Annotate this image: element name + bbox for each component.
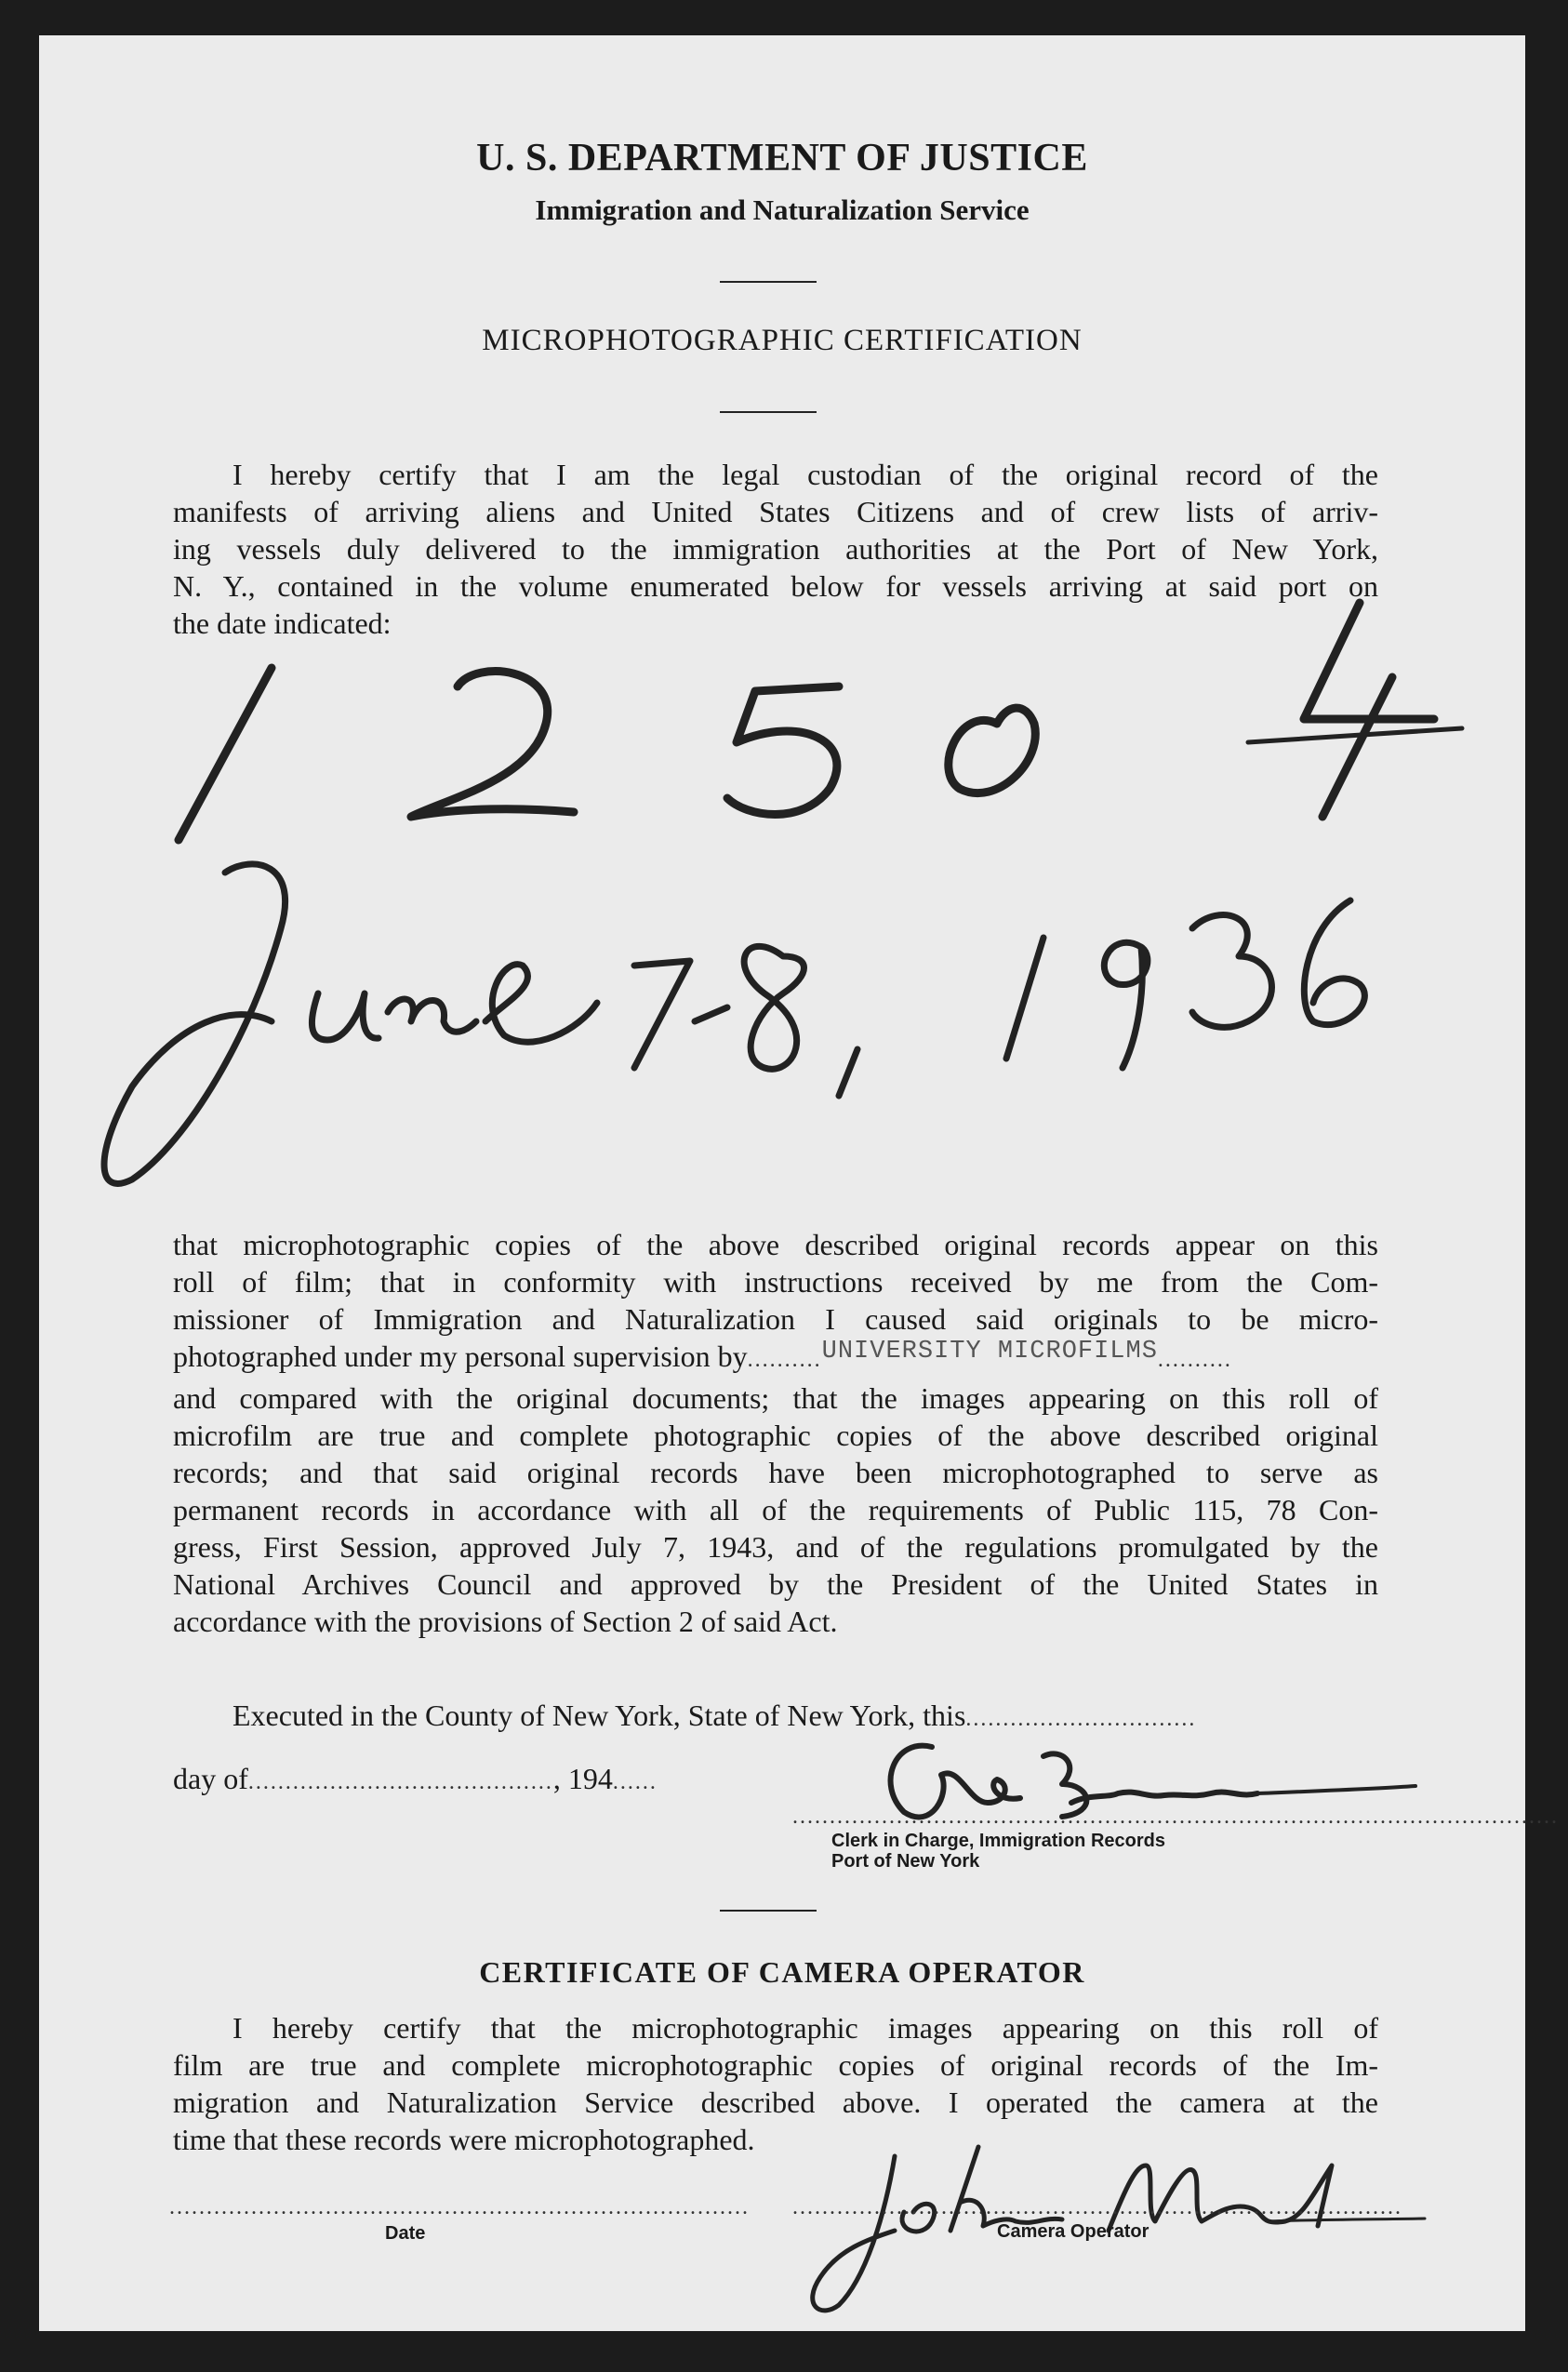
handwritten-entry (39, 35, 1525, 1245)
divider (720, 1910, 817, 1912)
operator-line: migration and Naturalization Service described above. I operated the camera at the (173, 2085, 1378, 2119)
intro-line: manifests of arriving aliens and United States Citizens and of crew lists of arriv- (173, 495, 1378, 528)
operator-line: time that these records were microphotographed. (173, 2123, 755, 2156)
clerk-title-line: Clerk in Charge, Immigration Records (831, 1831, 1165, 1851)
body-line: National Archives Council and approved by the President of the United States in (173, 1567, 1378, 1601)
intro-line: the date indicated: (173, 606, 392, 640)
body-line: gress, First Session, approved July 7, 1943, and of the regulations promulgated by the (173, 1530, 1378, 1564)
fill-dots: .......... (747, 1348, 822, 1372)
clerk-title (831, 1831, 1165, 1872)
day-of-label: day of (173, 1762, 248, 1795)
body-line: missioner of Immigration and Naturalization I caused said originals to be micro- (173, 1302, 1378, 1336)
executed-text: Executed in the County of New York, State of New York, this (233, 1699, 966, 1732)
body-line: records; and that said original records have been microphotographed to serve as (173, 1456, 1378, 1489)
body-line: permanent records in accordance with all of the requirements of Public 115, 78 Con- (173, 1493, 1378, 1526)
fill-dots: ............................... (965, 1707, 1197, 1731)
day-of-line (173, 1762, 658, 1796)
certificate-page (39, 35, 1559, 2331)
fill-dots: .......... (1157, 1348, 1232, 1372)
body-line: and compared with the original documents; that the images appearing on this roll of (173, 1381, 1378, 1415)
body-paragraph (173, 1226, 1378, 1640)
body-line: microfilm are true and complete photographic copies of the above described original (173, 1419, 1378, 1452)
handwritten-volume-number (179, 603, 1462, 840)
operator-label: Camera Operator (997, 2221, 1149, 2242)
service-subheading: Immigration and Naturalization Service (535, 193, 1030, 226)
date-line: .............................................................................. (169, 2195, 750, 2219)
clerk-signature-line: ....................................................................................................... (792, 1805, 1559, 1829)
intro-line: N. Y., contained in the volume enumerated below for vessels arriving at said port on (173, 569, 1378, 603)
supervision-prefix: photographed under my personal supervision by (173, 1339, 748, 1373)
certification-title: MICROPHOTOGRAPHIC CERTIFICATION (482, 324, 1083, 357)
date-label: Date (385, 2223, 426, 2244)
supervision-by-typed: UNIVERSITY MICROFILMS (821, 1338, 1158, 1366)
body-line: roll of film; that in conformity with instructions received by me from the Com- (173, 1265, 1378, 1299)
intro-line: I hereby certify that I am the legal custodian of the original record of the (233, 458, 1378, 491)
year-prefix: , 194 (552, 1762, 613, 1795)
fill-dots: ...... (612, 1770, 658, 1794)
body-line: that microphotographic copies of the above described original records appear on this (173, 1228, 1378, 1261)
operator-certificate-title: CERTIFICATE OF CAMERA OPERATOR (479, 1955, 1085, 1989)
clerk-title-line: Port of New York (831, 1851, 980, 1872)
supervision-line (173, 1338, 1378, 1379)
operator-signature-line: .................................................................................. (792, 2195, 1402, 2219)
handwritten-date (104, 864, 1364, 1184)
operator-line: film are true and complete microphotographic copies of original records of the Im- (173, 2048, 1378, 2082)
body-line: accordance with the provisions of Section 2 of said Act. (173, 1605, 838, 1638)
intro-line: ing vessels duly delivered to the immigration authorities at the Port of New York, (173, 532, 1378, 566)
department-heading: U. S. DEPARTMENT OF JUSTICE (476, 137, 1088, 180)
fill-dots: ......................................... (247, 1770, 553, 1794)
operator-line: I hereby certify that the microphotographic images appearing on this roll of (233, 2011, 1378, 2045)
